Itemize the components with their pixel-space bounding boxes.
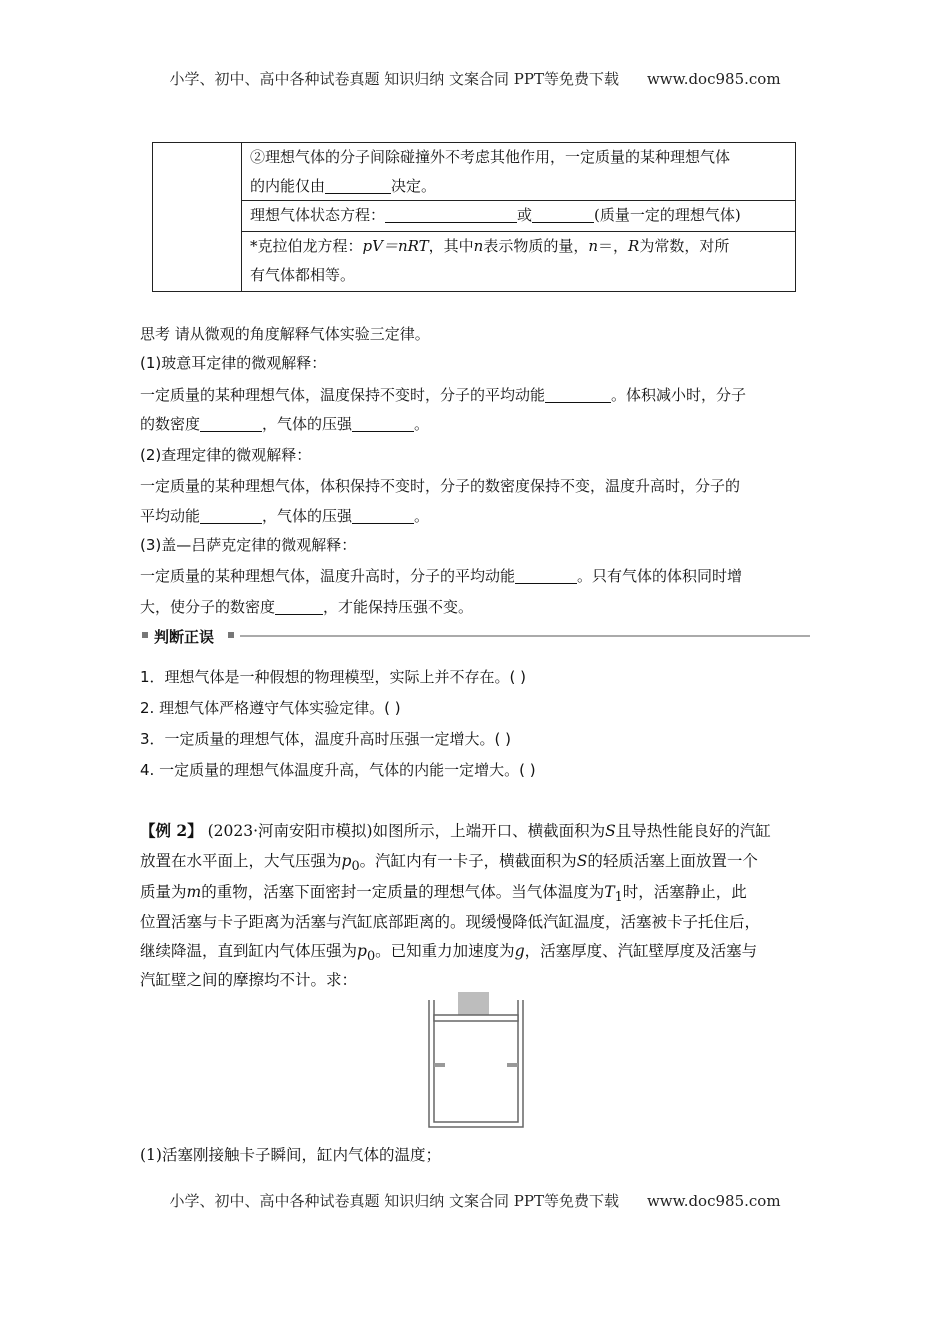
q3-line2: 大，使分子的数密度 ，才能保持压强不变。	[140, 598, 474, 616]
cylinder-figure	[428, 992, 524, 1128]
judge-item-1: 1．理想气体是一种假想的物理模型，实际上并不存在。( )	[140, 668, 527, 686]
fill-blank[interactable]	[200, 507, 262, 524]
example-line-2: 放置在水平面上，大气压强为$p_0$。汽缸内有一卡子，横截面积为S的轻质活塞上面放置一个	[140, 852, 758, 875]
think-title: 思考 请从微观的角度解释气体实验三定律。	[140, 325, 430, 343]
footer-url: www.doc985.com	[646, 1192, 781, 1210]
example-question-1: (1)活塞刚接触卡子瞬间，缸内气体的温度；	[140, 1146, 441, 1164]
q2-line1: 一定质量的某种理想气体，体积保持不变时，分子的数密度保持不变，温度升高时，分子的	[140, 477, 741, 495]
fill-blank[interactable]	[515, 567, 577, 584]
stopper-right	[507, 1063, 518, 1067]
piston	[434, 1015, 518, 1021]
q3-title: (3)盖—吕萨克定律的微观解释：	[140, 536, 357, 554]
example-line-1: 【例 2】 (2023·河南安阳市模拟)如图所示，上端开口、横截面积为S且导热性能良好的汽缸	[140, 821, 771, 840]
judge-item-2: 2. 理想气体严格遵守气体实验定律。( )	[140, 699, 401, 717]
header-url: www.doc985.com	[646, 70, 781, 88]
fill-blank[interactable]	[275, 598, 323, 615]
fill-blank[interactable]	[385, 206, 517, 223]
q1-line1: 一定质量的某种理想气体，温度保持不变时，分子的平均动能 。体积减小时，分子	[140, 386, 747, 404]
page-header	[0, 68, 950, 89]
q2-title: (2)查理定律的微观解释：	[140, 446, 312, 464]
header-text: 小学、初中、高中各种试卷真题 知识归纳 文案合同 PPT等免费下载	[169, 70, 619, 88]
table-row-clapeyron: *克拉伯龙方程：pV＝nRT，其中n表示物质的量，n＝，R为常数，对所 有气体都相等。	[250, 237, 730, 284]
example-line-6: 汽缸壁之间的摩擦均不计。求：	[140, 971, 358, 989]
q3-line1: 一定质量的某种理想气体，温度升高时，分子的平均动能 。只有气体的体积同时增	[140, 567, 743, 585]
example-tag: 【例 2】	[140, 821, 203, 840]
judge-item-3: 3．一定质量的理想气体，温度升高时压强一定增大。( )	[140, 730, 512, 748]
square-bullet-icon	[228, 632, 234, 638]
fill-blank[interactable]	[532, 206, 594, 223]
judge-section-bar	[140, 626, 810, 646]
divider	[240, 635, 810, 637]
q1-title: (1)玻意耳定律的微观解释：	[140, 354, 327, 372]
weight-block	[458, 992, 489, 1015]
q2-line2: 平均动能 ，气体的压强 。	[140, 507, 430, 525]
fill-blank[interactable]	[352, 415, 414, 432]
example-line-3: 质量为m的重物，活塞下面密封一定质量的理想气体。当气体温度为$T_1$时，活塞静止，此	[140, 883, 747, 906]
example-line-4: 位置活塞与卡子距离为活塞与汽缸底部距离的。现缓慢降低汽缸温度，活塞被卡子托住后，	[140, 913, 761, 931]
table-row-state-equation: 理想气体状态方程： 或 (质量一定的理想气体)	[242, 201, 795, 232]
q1-line2: 的数密度 ，气体的压强 。	[140, 415, 430, 433]
fill-blank[interactable]	[545, 386, 611, 403]
judge-item-4: 4. 一定质量的理想气体温度升高，气体的内能一定增大。( )	[140, 761, 536, 779]
square-bullet-icon	[142, 632, 148, 638]
fill-blank[interactable]	[325, 177, 391, 194]
table-row-internal-energy: ②理想气体的分子间除碰撞外不考虑其他作用，一定质量的某种理想气体 的内能仅由 决定。	[242, 143, 795, 201]
stopper-left	[434, 1063, 445, 1067]
footer-text: 小学、初中、高中各种试卷真题 知识归纳 文案合同 PPT等免费下载	[169, 1192, 619, 1210]
page-footer	[0, 1190, 950, 1211]
judge-heading: 判断正误	[154, 628, 215, 646]
ideal-gas-table	[152, 142, 796, 292]
example-line-5: 继续降温，直到缸内气体压强为$p_0$。已知重力加速度为g，活塞厚度、汽缸壁厚度及活塞与	[140, 942, 758, 965]
fill-blank[interactable]	[200, 415, 262, 432]
fill-blank[interactable]	[352, 507, 414, 524]
